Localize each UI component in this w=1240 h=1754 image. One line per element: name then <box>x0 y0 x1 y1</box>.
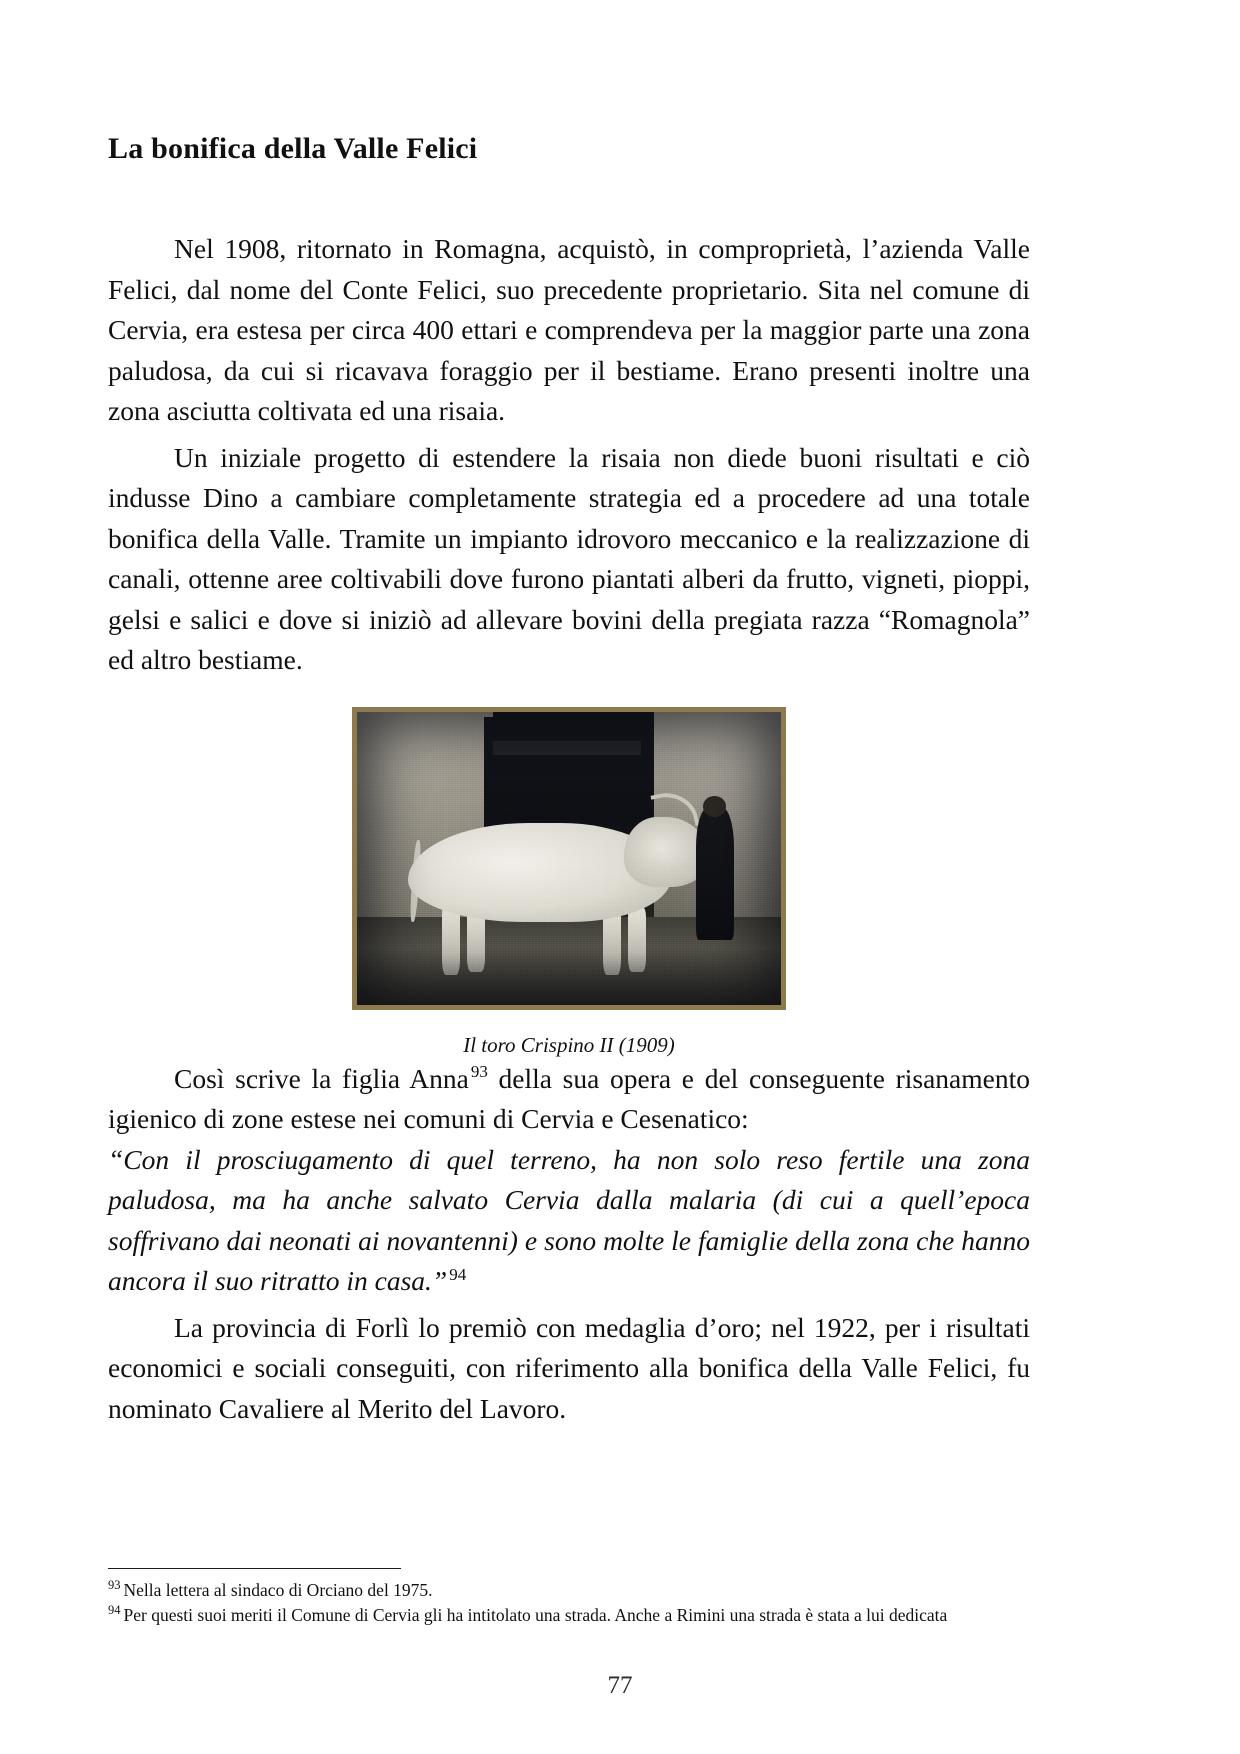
page-content-column <box>108 0 1030 1435</box>
photo-bull-leg <box>442 905 460 975</box>
photo-bull-leg <box>628 908 646 972</box>
paragraph-1: Nel 1908, ritornato in Romagna, acquistò, in comproprietà, l’azienda Valle Felici, dal nome del Conte Felici, suo precedente proprietario. Sita nel comune di Cervia, era estesa per circa 400 ettari e comprendeva per la maggior parte una zona paludosa, da cui si ricavava foraggio per il bestiame. Erano presenti inoltre una zona asciutta coltivata ed una risaia. <box>108 233 1030 426</box>
quote-paragraph <box>108 1140 1030 1302</box>
photo-handler-head <box>703 796 726 817</box>
photo-door-panel <box>493 741 641 756</box>
page-title: La bonifica della Valle Felici <box>108 132 478 165</box>
body-text-block <box>108 229 1030 1429</box>
photo-scene <box>357 712 781 1005</box>
photo-bull-crispino-ii <box>352 707 786 1010</box>
quote-text: “Con il prosciugamento di quel terreno, ha non solo reso fertile una zona paludosa, ma ha anche salvato Cervia dalla malaria (di cui a quell’epoca soffrivano dai neonati ai novantenni) e sono molte le famiglie della zona che hanno ancora il suo ritratto in casa.” <box>108 1143 1030 1296</box>
figure-caption: Il toro Crispino II (1909) <box>463 1032 675 1057</box>
footnote-marker-93: 93 <box>108 1578 121 1593</box>
footnote-94 <box>108 1603 1030 1628</box>
paragraph-2: Un iniziale progetto di estendere la risaia non diede buoni risultati e ciò indusse Dino a cambiare completamente strategia ed a procedere ad una totale bonifica della Valle. Tramite un impianto idrovoro meccanico e la realizzazione di canali, ottenne aree coltivabili dove furono piantati alberi da frutto, vigneti, pioppi, gelsi e salici e dove si iniziò ad allevare bovini della pregiata razza “Romagnola” ed altro bestiame. <box>108 441 1030 675</box>
paragraph-3-text-a: Così scrive la figlia Anna <box>174 1062 469 1094</box>
footnote-separator-rule <box>108 1568 401 1569</box>
paragraph-4: La provincia di Forlì lo premiò con medaglia d’oro; nel 1922, per i risultati economici e sociali conseguiti, con riferimento alla bonifica della Valle Felici, fu nominato Cavaliere al Merito del Lavoro. <box>108 1311 1030 1424</box>
footnote-93 <box>108 1578 1030 1603</box>
figure-block <box>108 707 1030 1059</box>
paragraph-3-text-b: della sua opera e del conseguente risanamento igienico di zone estese nei comuni di Cervia e Cesenatico: <box>108 1062 1030 1134</box>
footnote-marker-94: 94 <box>108 1603 121 1618</box>
page-number: 77 <box>607 1672 633 1699</box>
footnote-text-94: Per questi suoi meriti il Comune di Cervia gli ha intitolato una strada. Anche a Rimini una strada è stata a lui dedicata <box>123 1605 948 1625</box>
footnote-text-93: Nella lettera al sindaco di Orciano del 1975. <box>123 1580 433 1600</box>
footnote-reference-94[interactable]: 94 <box>449 1264 467 1284</box>
footnote-reference-93[interactable]: 93 <box>470 1062 488 1082</box>
footnote-zone <box>108 1568 1030 1628</box>
paragraph-3 <box>108 1059 1030 1140</box>
photo-handler-figure <box>696 808 734 940</box>
